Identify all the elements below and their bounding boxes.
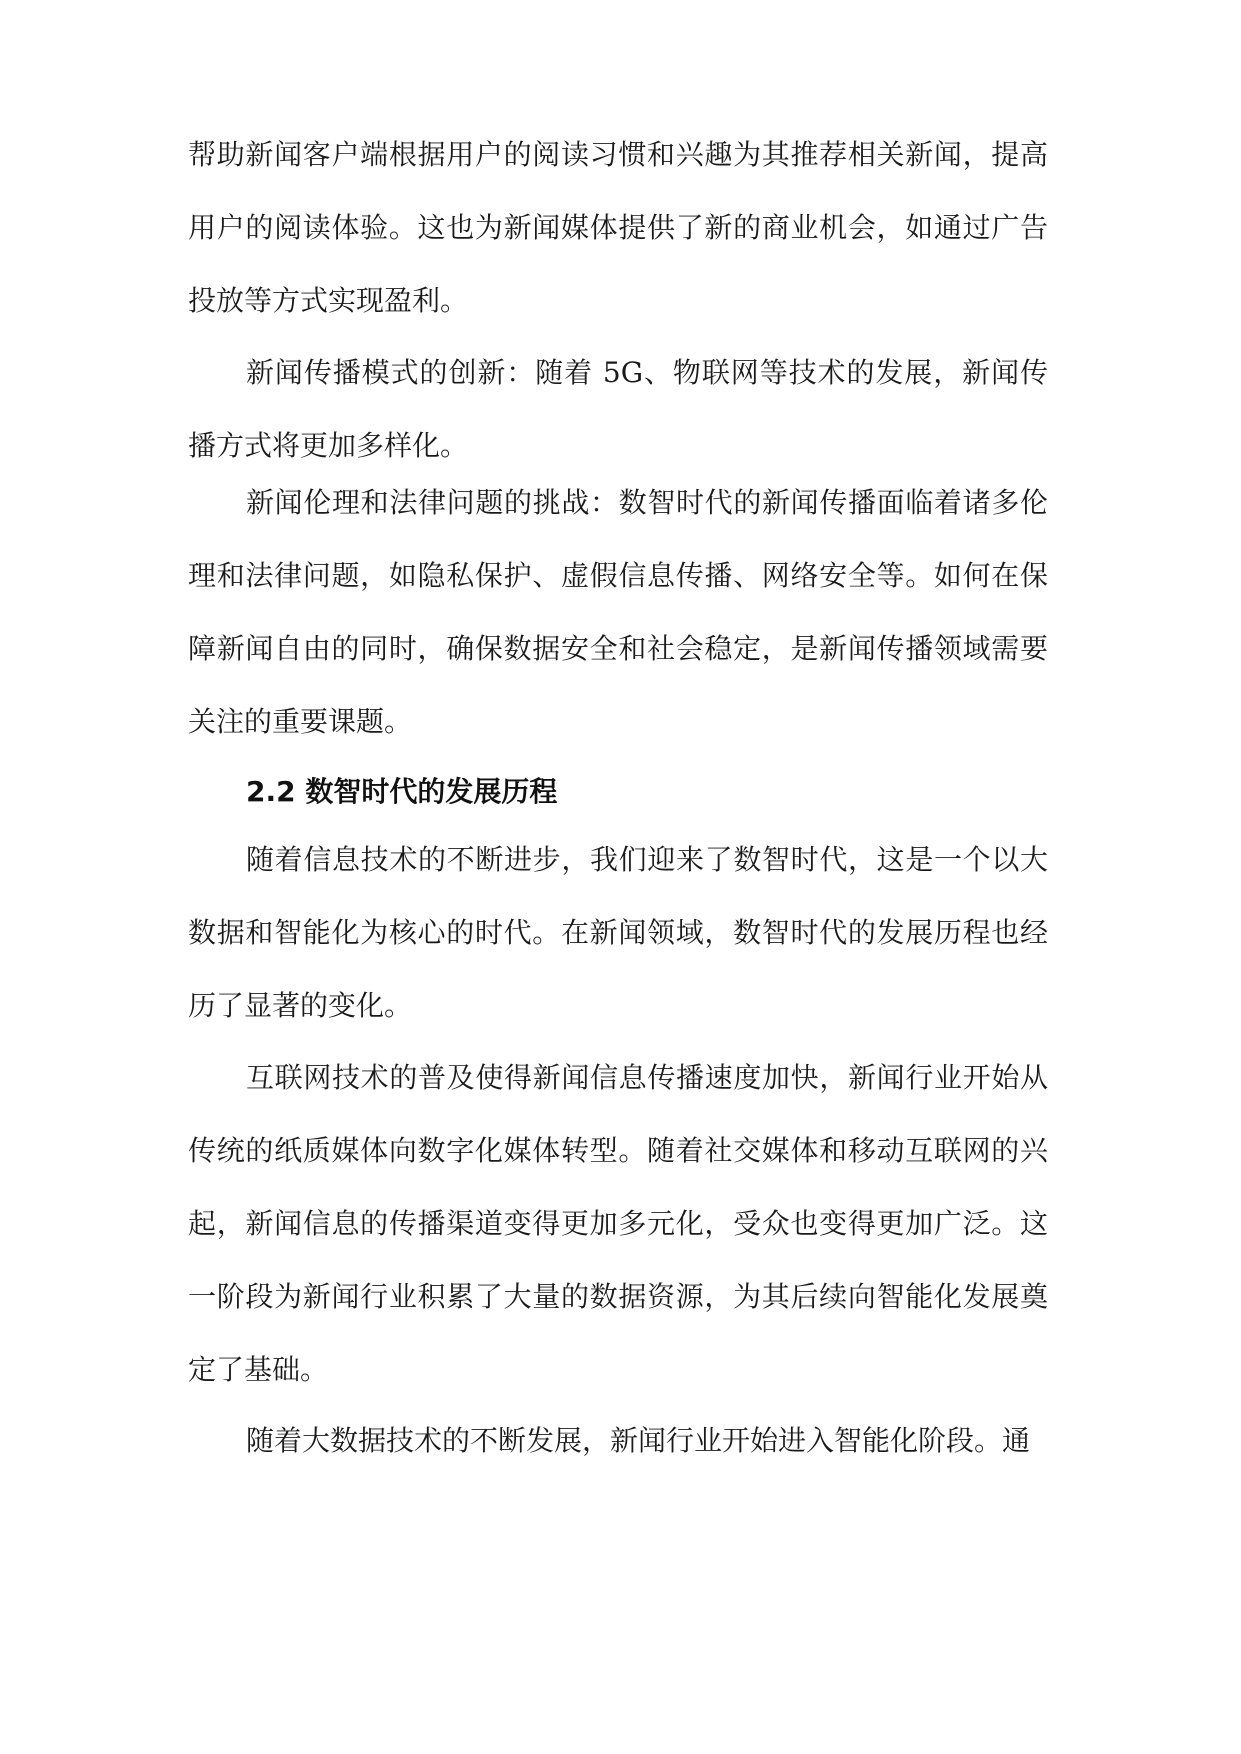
paragraph-era-introduction: 随着信息技术的不断进步，我们迎来了数智时代，这是一个以大数据和智能化为核心的时代。在新闻领域，数智时代的发展历程也经历了显著的变化。 (188, 843, 1048, 1022)
paragraph-ethics-law-challenges: 新闻伦理和法律问题的挑战：数智时代的新闻传播面临着诸多伦理和法律问题，如隐私保护、虚假信息传播、网络安全等。如何在保障新闻自由的同时，确保数据安全和社会稳定，是新闻传播领域需要关注的重要课题。 (188, 486, 1048, 738)
paragraph-big-data-intelligence: 随着大数据技术的不断发展，新闻行业开始进入智能化阶段。通 (246, 1424, 1031, 1457)
paragraph-internet-digital-transformation: 互联网技术的普及使得新闻信息传播速度加快，新闻行业开始从传统的纸质媒体向数字化媒体转型。随着社交媒体和移动互联网的兴起，新闻信息的传播渠道变得更加多元化，受众也变得更加广泛。这一阶段为新闻行业积累了大量的数据资源，为其后续向智能化发展奠定了基础。 (188, 1061, 1048, 1386)
section-heading: 2.2 数智时代的发展历程 (246, 775, 558, 808)
paragraph-recommendation-continued: 帮助新闻客户端根据用户的阅读习惯和兴趣为其推荐相关新闻，提高用户的阅读体验。这也为新闻媒体提供了新的商业机会，如通过广告投放等方式实现盈利。 (188, 138, 1048, 317)
paragraph-communication-mode-innovation: 新闻传播模式的创新：随着 5G、物联网等技术的发展，新闻传播方式将更加多样化。 (188, 356, 1048, 462)
